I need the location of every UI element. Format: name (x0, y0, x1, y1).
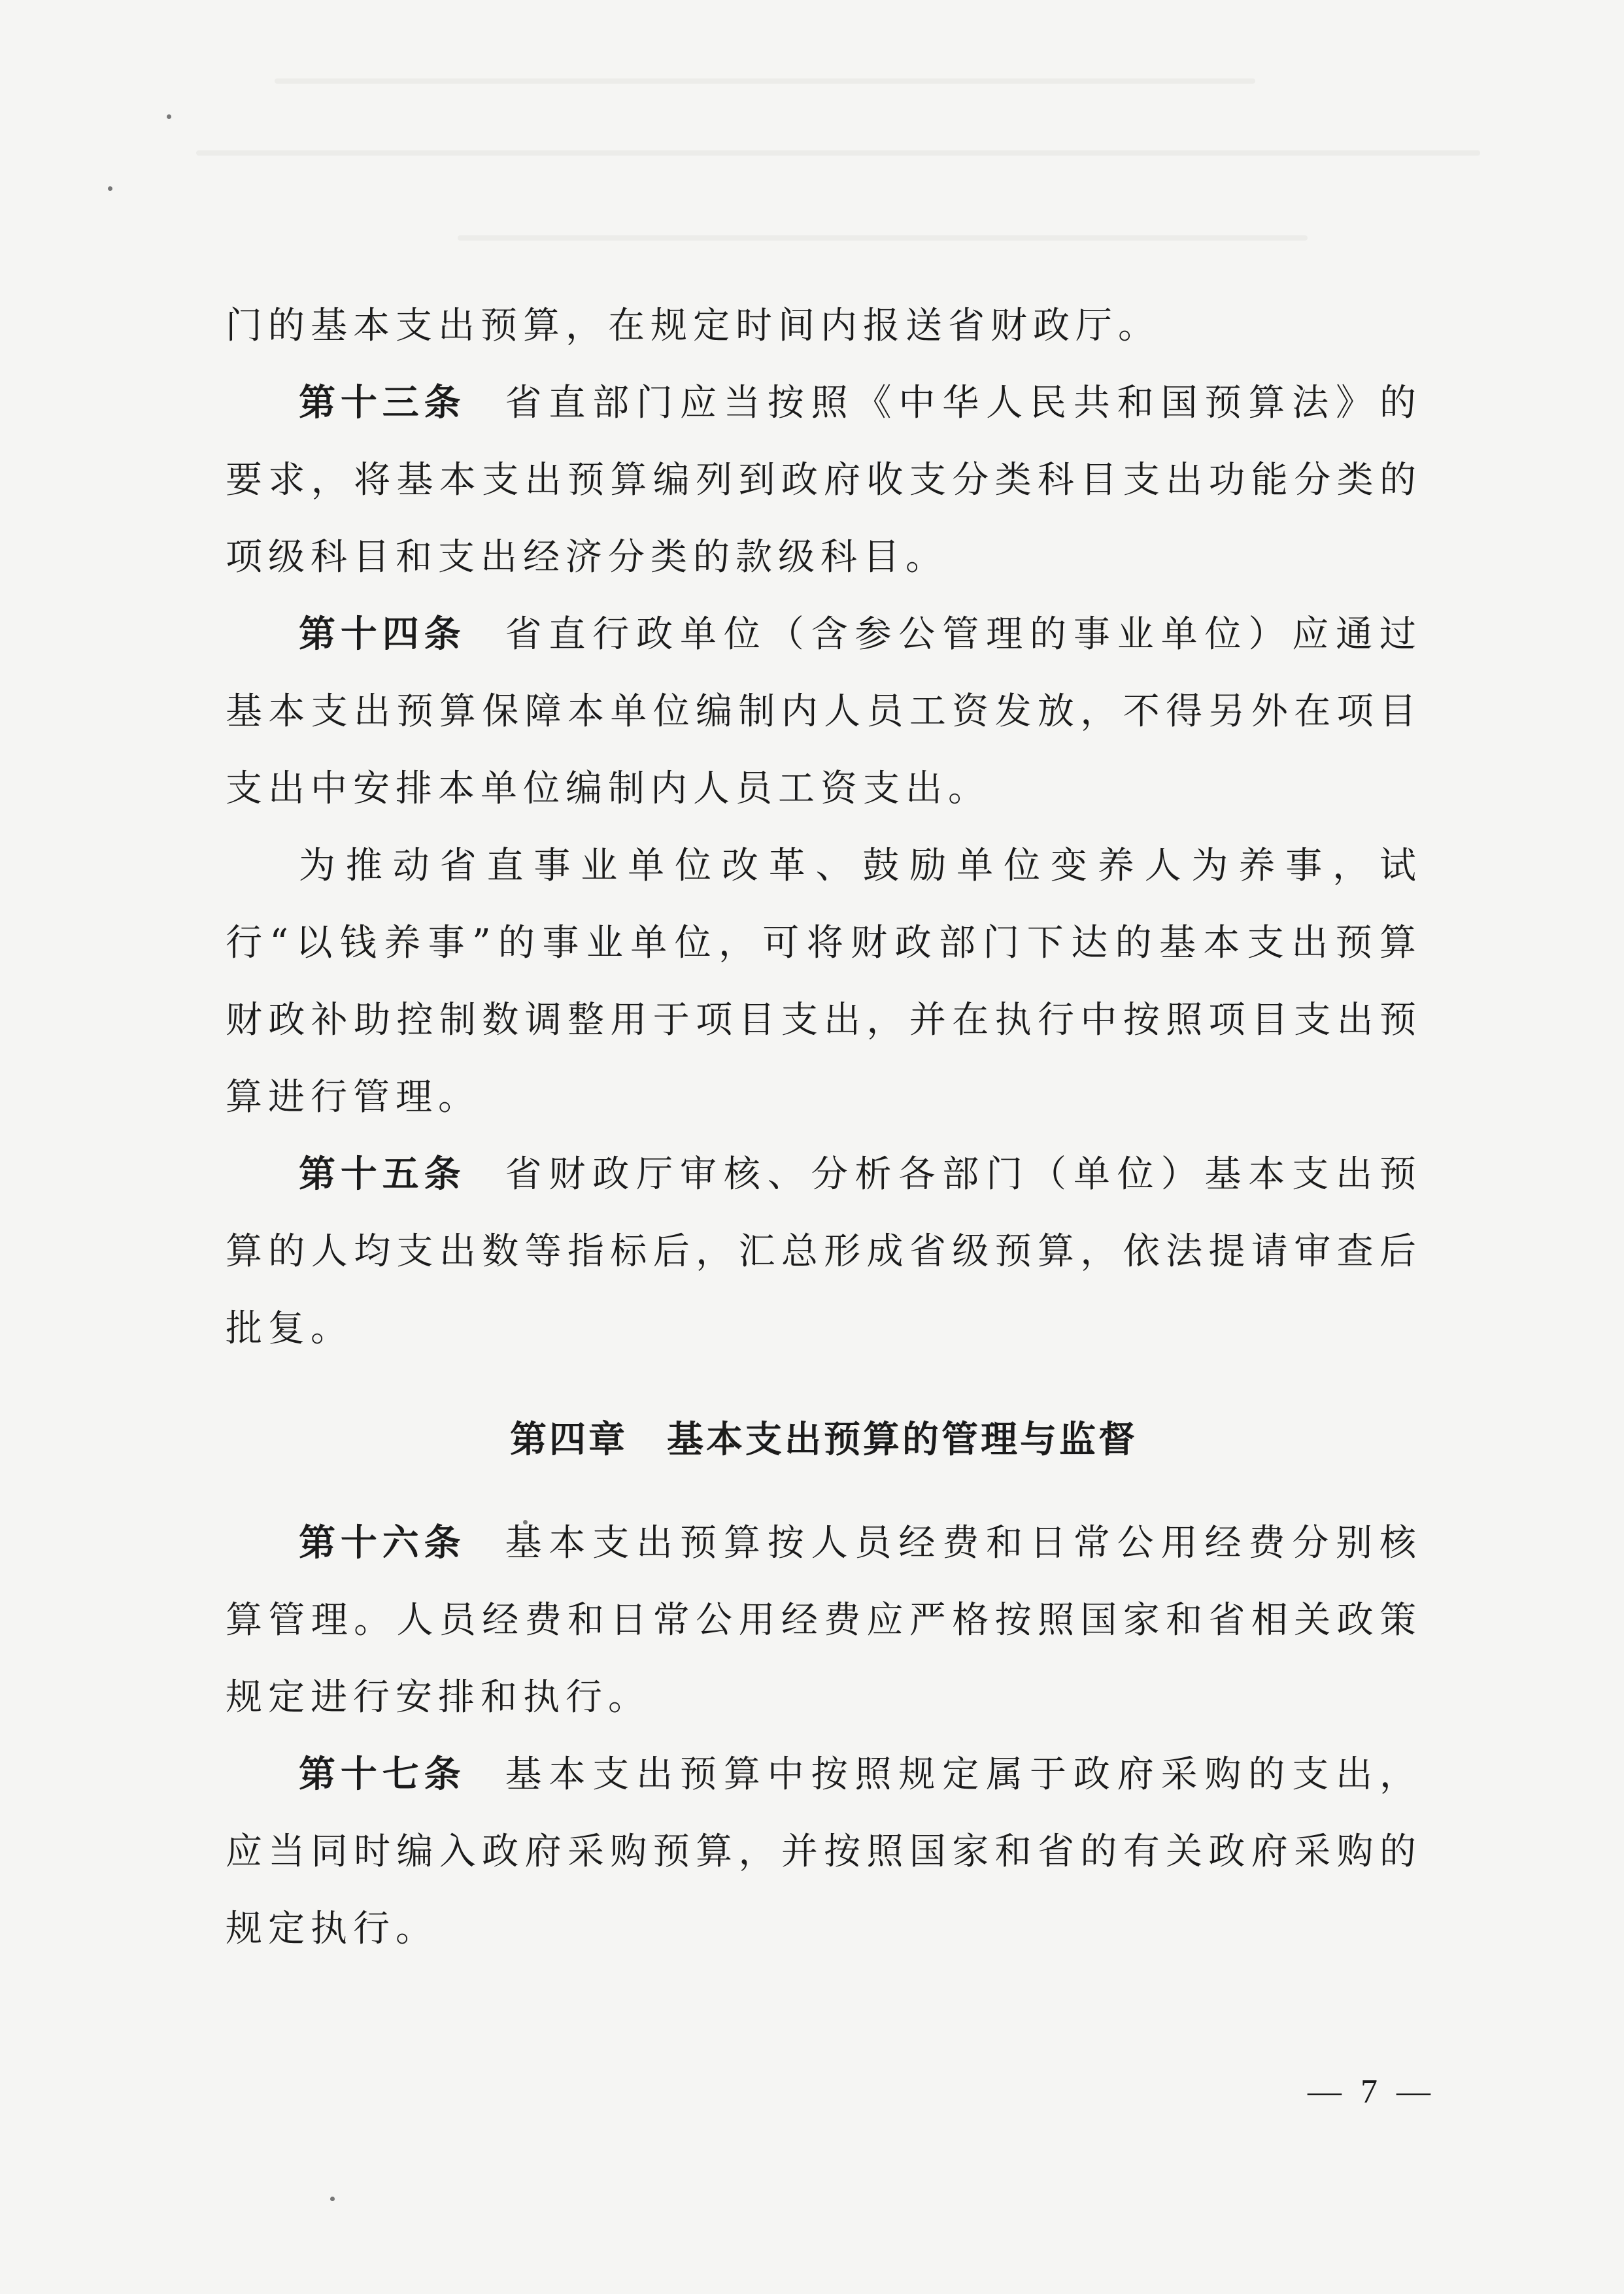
article-14 (226, 596, 1422, 828)
chapter-title: 基本支出预算的管理与监督 (667, 1419, 1138, 1461)
article-heading: 第十七条 (299, 1753, 466, 1796)
scan-speck (108, 186, 112, 191)
paragraph-text: 为推动省直事业单位改革、鼓励单位变养人为养事，试行“以钱养事”的事业单位，可将财政部门下达的基本支出预算财政补助控制数调整用于项目支出，并在执行中按照项目支出预算进行管理。 (226, 845, 1422, 1119)
article-heading: 第十六条 (299, 1522, 466, 1564)
document-body (226, 288, 1422, 1968)
chapter-heading (226, 1402, 1422, 1479)
scan-speck (330, 2197, 335, 2201)
paragraph-text: 门的基本支出预算，在规定时间内报送省财政厅。 (226, 305, 1160, 347)
article-17 (226, 1736, 1422, 1968)
chapter-number: 第四章 (510, 1419, 628, 1461)
article-text: 省直行政单位（含参公管理的事业单位）应通过基本支出预算保障本单位编制内人员工资发放，不得另外在项目支出中安排本单位编制内人员工资支出。 (226, 613, 1422, 810)
article-text: 基本支出预算中按照规定属于政府采购的支出，应当同时编入政府采购预算，并按照国家和省的有关政府采购的规定执行。 (226, 1753, 1422, 1950)
article-heading: 第十四条 (299, 613, 466, 656)
bleed-through-line (275, 78, 1255, 84)
bleed-through-line (458, 235, 1308, 241)
article-heading: 第十五条 (299, 1153, 466, 1196)
article-text: 省直部门应当按照《中华人民共和国预算法》的要求，将基本支出预算编列到政府收支分类科目支出功能分类的项级科目和支出经济分类的款级科目。 (226, 382, 1422, 579)
bleed-through-line (196, 150, 1480, 156)
article-15 (226, 1136, 1422, 1368)
paragraph-continuation (226, 288, 1422, 365)
article-text: 省财政厅审核、分析各部门（单位）基本支出预算的人均支出数等指标后，汇总形成省级预算，依法提请审查后批复。 (226, 1153, 1422, 1350)
article-13 (226, 365, 1422, 596)
scan-speck (167, 114, 171, 119)
page-number: — 7 — (1308, 2073, 1436, 2110)
article-text: 基本支出预算按人员经费和日常公用经费分别核算管理。人员经费和日常公用经费应严格按照国家和省相关政策规定进行安排和执行。 (226, 1522, 1422, 1719)
article-heading: 第十三条 (299, 382, 466, 424)
article-16 (226, 1505, 1422, 1736)
article-14-supplement (226, 828, 1422, 1136)
